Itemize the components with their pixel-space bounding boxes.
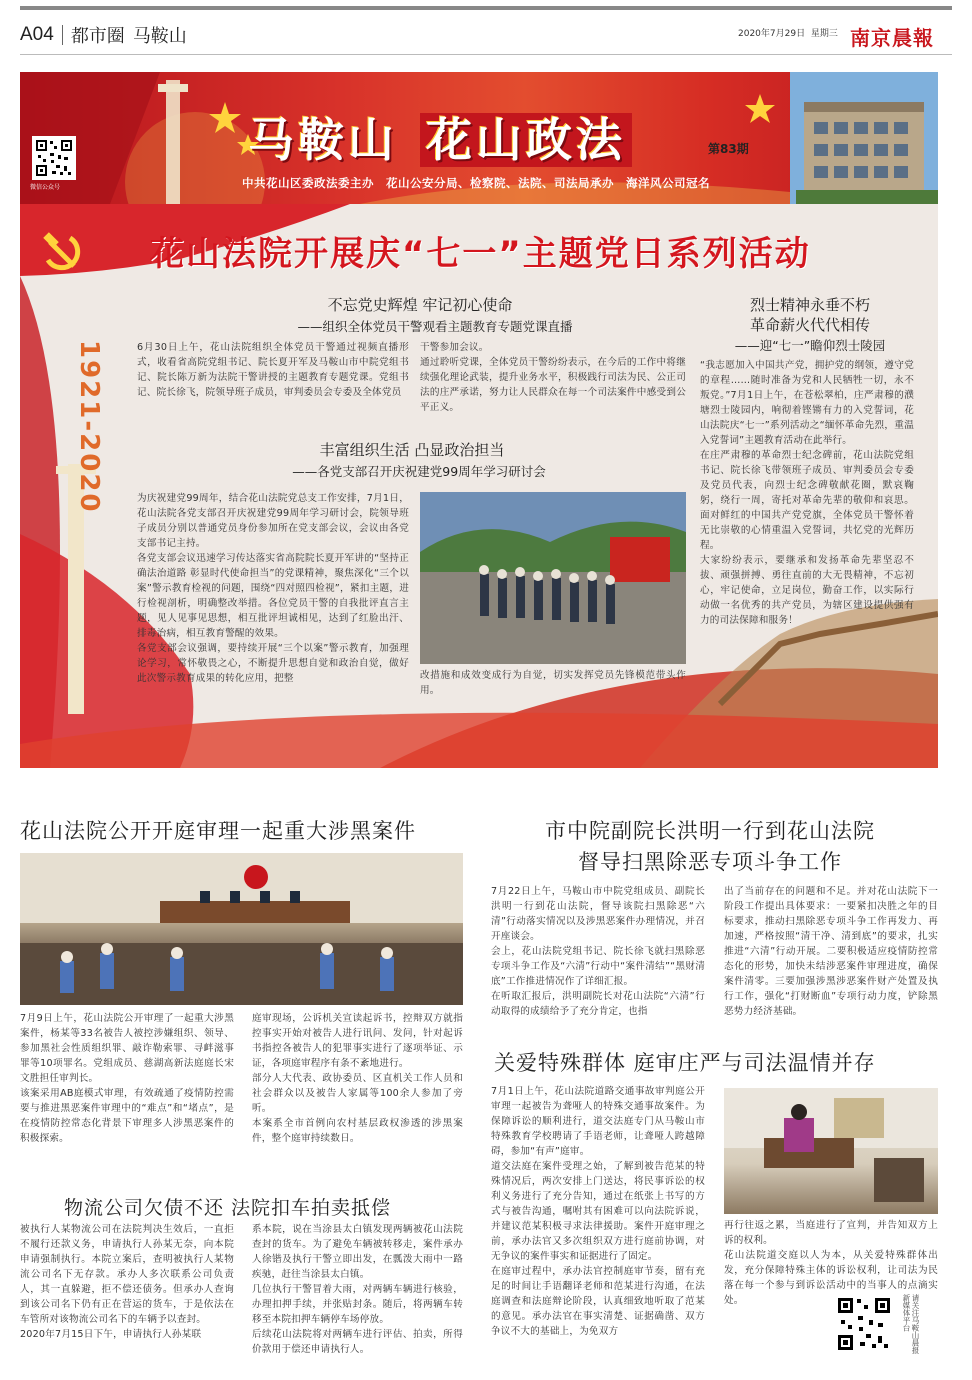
article3-col2: 系本院，说在当涂县太白镇发现两辆被花山法院查封的货车。为了避免车辆被转移走，案件承办人徐锴及执行干警立即出发，在瓢泼大雨中一路疾驰，赶往当涂县太白镇。 几位执行干警冒着大雨，对两辆车辆进行核验，办理扣押手续，并张贴封条。随后，将两辆车转移至本院扣押车辆停车场停放。 后续花山法院将对两辆车进行评估、拍卖，所得价款用于偿还申请执行人。 [252, 1224, 463, 1355]
article4-col2: 再行往返之累，当庭进行了宣判，并告知双方上诉的权利。 花山法院道交庭以人为本，从关爱特殊群体出发，充分保障特殊主体的诉讼权利，让司法为民落在每一个参与到诉讼活动中的当事人的点滴实处。 [724, 1220, 938, 1306]
hammer-sickle-icon [40, 232, 84, 276]
top-rule [20, 6, 952, 10]
court-emblem [244, 865, 268, 889]
banner-qr-caption: 微信公众号 [30, 184, 61, 191]
banner-qr-code[interactable] [32, 136, 76, 180]
s1-col2: 干警参加会议。 通过聆听党课，全体党员干警纷纷表示，在今后的工作中将继续强化理论武装，提升业务水平，积极践行司法为民、公正司法的庄严承诺，努力让人民群众在每一个司法案件中感受到公平正义。 [420, 342, 686, 413]
judges-bench [160, 901, 350, 923]
article1-title: 花山法院公开开庭审理一起重大涉黑案件 [20, 819, 416, 843]
issue-number: 第83期 [708, 142, 749, 156]
s1-heading: 不忘党史辉煌 牢记初心使命 [327, 296, 513, 314]
article3-title: 物流公司欠债不还 法院扣车拍卖抵偿 [64, 1197, 392, 1219]
s2-photo-caption: 改措施和成效变成行为自觉，切实发挥党员先锋模范带头作用。 [420, 670, 686, 696]
newspaper-logo: 南京晨報 [850, 26, 934, 50]
city-name: 马鞍山 [132, 26, 187, 47]
masthead-title: 马鞍山 花山政法 [248, 104, 632, 170]
article2-col1: 7月22日上午，马鞍山市中院党组成员、副院长洪明一行到花山法院，督导该院扫黑除恶“六清”行动落实情况以及涉黑恶案件办理情况，并召开座谈会。 会上，花山法院党组书记、院长徐飞就扫黑除恶专项斗争工作及“六清”行动中“案件清结”“黑财清底”工作推进情况作了详细汇报。 在听取汇报后，洪明副院长对花山法院“六清”行动取得的成绩给予了充分肯定，也指 [491, 886, 705, 1017]
header-rule [20, 54, 952, 55]
s2-subheading: ——各党支部召开庆祝建党99周年学习研讨会 [292, 464, 546, 479]
bottom-qr-caption: 请关注马鞍山晨报新媒体平台 [902, 1294, 920, 1354]
article2-title-line1: 市中院副院长洪明一行到花山法院 [545, 819, 875, 843]
qr-code-icon [34, 138, 74, 178]
article2-col2: 出了当前存在的问题和不足。并对花山法院下一阶段工作提出具体要求：一要紧扣决胜之年的目标要求，推动扫黑除恶专项斗争工作再发力、再加速，严格按照“清干净、清到底”的要求，扎实推进“六清”行动开展。二要积极适应疫情防控常态化的形势，加快未结涉恶案件审理进度，确保案件清零。三要加强涉黑涉恶案件财产处置及执行工作，强化“打财断血”专项行动力度，铲除黑恶势力经济基础。 [724, 886, 938, 1017]
section-name: 都市圈 [70, 26, 125, 47]
party-flag [610, 537, 670, 582]
star-icon [745, 94, 775, 123]
hearing-photo [724, 1088, 938, 1214]
bottom-qr-code[interactable] [836, 1296, 896, 1352]
article1-col1: 7月9日上午，花山法院公开审理了一起重大涉黑案件，杨某等33名被告人被控涉嫌组织、领导、参加黑社会性质组织罪、敲诈勒索罪、寻衅滋事罪等10项罪名。党组成员、慈湖高新法庭庭长宋文胜担任审判长。 该案采用AB庭模式审理，有效疏通了疫情防控需要与推进黑恶案件审理中的“难点”和“堵点”，是在疫情防控常态化背景下审理多人涉黑恶案件的积极探索。 [20, 1013, 234, 1144]
article4-col1: 7月1日上午，花山法院道路交通事故审判庭公开审理一起被告为聋哑人的特殊交通事故案件。为保障诉讼的顺利进行，道交法庭专门从马鞍山市特殊教育学校聘请了手语老师，让聋哑人跨越障碍，参加“有声”庭审。 道交法庭在案件受理之始，了解到被告范某的特殊情况后，两次安排上门送达，将民事诉讼的权利义务进行了充分告知，通过在纸张上书写的方式与被告沟通，嘱咐其有困难可以向法院诉说，并建议范某积极寻求法律援助。案件开庭审理之前，承办法官又多次组织双方进行庭前协调，对无争议的案件事实和证据进行了固定。 在庭审过程中，承办法官控制庭审节奏，留有充足的时间让手语翻译老师和范某进行沟通，在法庭调查和法庭辩论阶段，认真细致地听取了范某的意见。承办法官在事实清楚、证据确凿、双方争议不大的基础上，为免双方 [491, 1086, 705, 1337]
s1-col1: 6月30日上午，花山法院组织全体党员干警通过视频直播形式，收看省高院党组书记、院长夏开军及马鞍山市中院党组书记、院长陈万新为法院干警讲授的主题教育专题党课。党组书记、院长徐飞，院领导班子成员，审判委员会专委及全体党员 [137, 342, 409, 398]
huabiao-pillar [166, 80, 180, 204]
article1-col2: 庭审现场，公诉机关宣读起诉书，控辩双方就指控事实开始对被告人进行讯问、发问，针对起诉书指控各被告人的犯罪事实进行了逐项举证、示证，各项庭审程序有条不紊地进行。 部分人大代表、政协委员、区直机关工作人员和社会群众以及被告人家属等100余人参加了旁听。 本案系全市首例向农村基层政权渗透的涉黑案件，整个庭审持续数日。 [252, 1013, 463, 1144]
s2-heading: 丰富组织生活 凸显政治担当 [319, 441, 505, 459]
s3-heading-1: 烈士精神永垂不朽 [749, 296, 870, 314]
article3-col1: 被执行人某物流公司在法院判决生效后，一直拒不履行还款义务，申请执行人孙某无奈，向本院申请强制执行。本院立案后，查明被执行人某物流公司名下无存款。承办人多次联系公司负责人，其一直躲避，拒不偿还债务。但承办人查询到该公司名下仍有正在营运的货车，于是依法在车管所对该物流公司名下的车辆予以查封。 2020年7月15日下午，申请执行人孙某联 [20, 1224, 234, 1340]
person-figure [784, 1118, 814, 1152]
s1-subheading: ——组织全体党员干警观看主题教育专题党课直播 [297, 319, 573, 334]
header-separator [62, 25, 63, 45]
courtroom-photo [20, 853, 463, 1005]
issue-date: 2020年7月29日 星期三 [738, 29, 838, 39]
party-oath-photo [420, 492, 686, 664]
s3-text: “我志愿加入中国共产党，拥护党的纲领，遵守党的章程……随时准备为党和人民牺牲一切，永不叛党。”7月1日上午，在苍松翠柏，庄严肃穆的濮塘烈士陵园内，响彻着铿锵有力的入党誓词，花山法院庆“七一”系列活动之“缅怀革命先烈，重温入党誓词”主题教育活动在此举行。 在庄严肃穆的革命烈士纪念碑前，花山法院党组书记、院长徐飞带领班子成员、审判委员会专委及党员代表，向烈士纪念碑敬献花圈，默哀鞠躬，绕行一周，寄托对革命先辈的敬仰和哀思。面对鲜红的中国共产党党旗，全体党员干警怀着无比崇敬的心情重温入党誓词，共忆党的光辉历程。 大家纷纷表示，要继承和发扬革命先辈坚忍不拔、顽强拼搏、勇往直前的大无畏精神，不忘初心，牢记使命，立足岗位，勤奋工作，以实际行动做一名优秀的共产党员，为辖区建设提供强有力的司法保障和服务！ [700, 360, 914, 626]
qr-code-icon [836, 1296, 892, 1352]
s2-text: 为庆祝建党99周年，结合花山法院党总支工作安排，7月1日，花山法院各党支部召开庆祝建党99周年学习研讨会，院领导班子成员分别以普通党员身份参加所在党支部会议，会议由各党支部书记主持。 各党支部会议迅速学习传达落实省高院院长夏开军讲的“坚持正确法治道路 彰显时代使命担当”的党课精神，聚焦深化“三个以案”警示教育检视的问题，围绕“四对照四检视”，紧扣主题，进行检视剖析，明确整改举措。各位党员干警的自我批评直言主题，见人见事见思想，相互批评坦诚相见，达到了红脸出汗、排毒治病，相互教育警醒的效果。 各党支部会议强调，要持续开展“三个以案”警示教育，加强理论学习，常怀敬畏之心，不断提升思想自觉和政治自觉，做好此次警示教育成果的转化应用，把整 [137, 493, 409, 684]
feature-title: 花山法院开展庆“七一”主题党日系列活动 [150, 234, 811, 274]
feature-years: 1921-2020 [74, 340, 104, 514]
page-number: A04 [20, 24, 54, 45]
page-header [20, 22, 187, 48]
article4-title: 关爱特殊群体 庭审庄严与司法温情并存 [494, 1051, 876, 1075]
s3-subheading: ——迎“七一”瞻仰烈士陵园 [734, 338, 886, 353]
article2-title-line2: 督导扫黑除恶专项斗争工作 [578, 850, 842, 874]
s3-heading-2: 革命薪火代代相传 [749, 316, 870, 334]
banner-sponsors: 中共花山区委政法委主办 花山公安分局、检察院、法院、司法局承办 海洋风公司冠名 [242, 176, 710, 190]
